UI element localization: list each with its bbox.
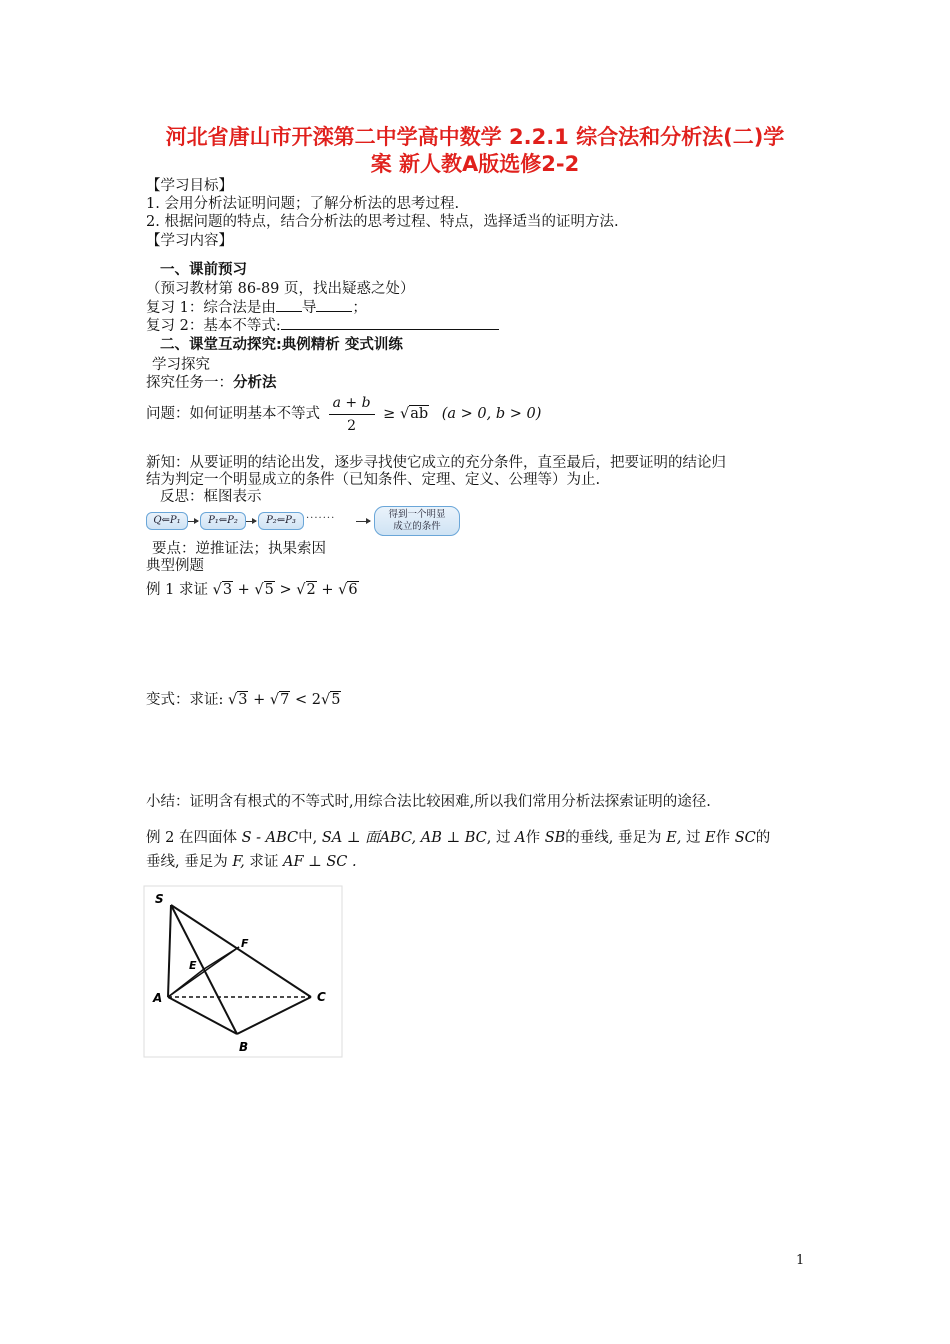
variant-sqrt-7: √7 [269, 692, 290, 708]
ex2-text-h: 的 [755, 830, 771, 846]
flow-box-2: P₁⇐P₂ [200, 512, 246, 530]
sqrt-ab: √ab [399, 406, 429, 422]
flow-box-1: Q⇐P₁ [146, 512, 188, 530]
review-2-blank[interactable] [281, 317, 499, 330]
ex2-text-2b: 求证 [249, 854, 279, 870]
condition: (a > 0, b > 0) [441, 406, 542, 422]
edge-SA [168, 905, 171, 997]
segment-EF [204, 947, 239, 969]
key-points: 要点：逆推证法；执果索因 [152, 541, 326, 557]
review-1-blank-2[interactable] [316, 299, 352, 312]
class-heading: 二、课堂互动探究:典例精析 变式训练 [160, 337, 403, 353]
label-S: S [155, 892, 164, 906]
ex2-text-e: 的垂线, 垂足为 [565, 830, 662, 846]
sqrt-2: √2 [296, 582, 316, 598]
variant: 变式：求证: √3 + √7 < 2√5 [146, 689, 341, 711]
flow-final-line-1: 得到一个明显 [388, 509, 446, 520]
ex2-text-2a: 垂线, 垂足为 [146, 854, 228, 870]
flow-arrow-3 [356, 521, 370, 522]
sqrt-ab-radicand: ab [410, 406, 429, 422]
flow-box-3: P₂⇐P₃ [258, 512, 304, 530]
flow-arrow-2 [246, 521, 256, 522]
sqrt-3: √3 [212, 582, 233, 598]
ex2-seg-sc: SC [734, 830, 756, 846]
fraction-numerator: a + b [329, 395, 375, 415]
task-label: 探究任务一： [146, 375, 233, 391]
page-number: 1 [796, 1253, 805, 1268]
goal-1: 1. 会用分析法证明问题；了解分析法的思考过程. [146, 196, 460, 212]
preview-note: （预习教材第 86-89 页，找出疑惑之处） [146, 281, 415, 297]
ex2-text-f: 过 [685, 830, 701, 846]
review-1-blank-1[interactable] [276, 299, 302, 312]
flow-final-line-2: 成立的条件 [393, 521, 441, 532]
variant-sqrt-5: √5 [320, 692, 341, 708]
review-1-text-a: 复习 1：综合法是由 [146, 300, 276, 316]
ex2-text-g: 作 [715, 830, 731, 846]
new-knowledge-1: 新知：从要证明的结论出发，逐步寻找使它成立的充分条件，直至最后，把要证明的结论归 [146, 455, 726, 471]
label-A: A [153, 991, 163, 1005]
ex2-tetra: S - ABC [241, 830, 299, 846]
ex2-seg-sb: SB [544, 830, 566, 846]
ex2-text-c: , 过 [486, 830, 511, 846]
task-name: 分析法 [233, 375, 277, 391]
summary: 小结：证明含有根式的不等式时,用综合法比较困难,所以我们常用分析法探索证明的途径. [146, 794, 711, 810]
example-2-line-2 [146, 854, 357, 871]
review-2-text: 复习 2：基本不等式: [146, 318, 281, 334]
ex2-text-d: 作 [525, 830, 541, 846]
typical-examples: 典型例题 [146, 558, 204, 574]
ex2-point-e2: E [705, 830, 716, 846]
ex2-text-a: 例 2 在四面体 [146, 830, 237, 846]
fraction-denominator: 2 [347, 417, 357, 434]
review-1 [146, 299, 367, 317]
label-B: B [239, 1040, 249, 1054]
question-line [146, 394, 541, 434]
example-2-line-1 [146, 830, 770, 847]
title-line-1: 河北省唐山市开滦第二中学高中数学 2.2.1 综合法和分析法(二)学 [165, 125, 785, 149]
review-1-text-b: 导 [301, 300, 317, 316]
ex2-text-b: 中, [298, 830, 318, 846]
ex2-perp: SA ⊥ 面ABC, AB ⊥ BC [321, 830, 487, 846]
review-1-text-c: ； [352, 300, 367, 316]
goal-2: 2. 根据问题的特点，结合分析法的思考过程、特点，选择适当的证明方法. [146, 214, 619, 230]
label-F: F [241, 937, 249, 950]
document-title [130, 124, 820, 178]
review-2 [146, 317, 499, 335]
ex2-goal: AF ⊥ SC . [282, 854, 357, 870]
ex2-point-a: A [515, 830, 526, 846]
example-1-label: 例 1 求证 [146, 582, 208, 598]
example-1: 例 1 求证 √3 + √5 > √2 + √6 [146, 579, 359, 601]
variant-label: 变式：求证: [146, 692, 224, 708]
preview-heading: 一、课前预习 [160, 262, 247, 278]
flow-dots: ······· [306, 513, 336, 524]
edge-BC [237, 997, 311, 1034]
goals-heading: 【学习目标】 [146, 178, 233, 194]
variant-sqrt-3: √3 [228, 692, 248, 708]
task-one [146, 375, 277, 392]
tetrahedron-figure [143, 885, 343, 1060]
study-explore: 学习探究 [152, 357, 210, 373]
edge-SC [171, 905, 311, 997]
fraction-a-plus-b-over-2 [329, 395, 375, 434]
content-heading: 【学习内容】 [146, 233, 233, 249]
flow-final-box [374, 506, 460, 536]
variant-coefficient: 2 [311, 692, 321, 708]
question-text: 问题：如何证明基本不等式 [146, 406, 320, 422]
label-C: C [317, 990, 326, 1004]
ex2-point-e: E, [666, 830, 682, 846]
ex2-point-f: F, [232, 854, 245, 870]
flow-arrow-1 [188, 521, 198, 522]
sqrt-5: √5 [254, 582, 274, 598]
geq-symbol: ≥ [383, 406, 396, 422]
label-E: E [189, 959, 197, 972]
sqrt-6: √6 [338, 582, 358, 598]
title-line-2: 案 新人教A版选修2-2 [370, 152, 580, 176]
reflection: 反思：框图表示 [160, 489, 262, 505]
new-knowledge-2: 结为判定一个明显成立的条件（已知条件、定理、定义、公理等）为止. [146, 472, 601, 488]
